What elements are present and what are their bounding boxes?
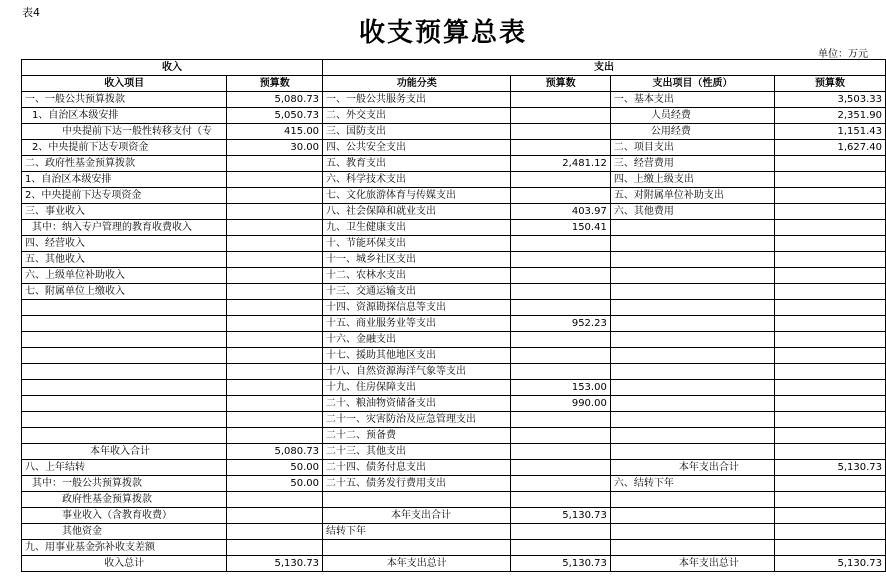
income-budget-cell — [227, 412, 323, 428]
function-class-cell: 三、国防支出 — [323, 124, 511, 140]
income-budget-cell — [227, 300, 323, 316]
table-row — [22, 460, 886, 476]
income-item-cell — [22, 380, 227, 396]
table-row — [22, 524, 886, 540]
function-budget-cell — [511, 444, 610, 460]
expense-item-header: 支出项目（性质） — [610, 76, 774, 92]
income-item-cell: 本年收入合计 — [22, 444, 227, 460]
expense-header: 支出 — [323, 60, 886, 76]
expense-item-cell: 人员经费 — [610, 108, 774, 124]
income-budget-cell — [227, 364, 323, 380]
expense-budget-cell — [775, 236, 886, 252]
income-budget-cell — [227, 156, 323, 172]
income-item-cell — [22, 396, 227, 412]
expense-item-cell — [610, 236, 774, 252]
expense-budget-cell — [775, 444, 886, 460]
expense-item-cell: 四、上缴上级支出 — [610, 172, 774, 188]
expense-item-cell — [610, 444, 774, 460]
income-budget-cell: 5,080.73 — [227, 444, 323, 460]
income-item-cell — [22, 412, 227, 428]
expense-budget-cell — [775, 156, 886, 172]
expense-budget-cell — [775, 220, 886, 236]
function-class-cell: 本年支出总计 — [323, 556, 511, 572]
function-budget-cell — [511, 172, 610, 188]
function-class-header: 功能分类 — [323, 76, 511, 92]
function-class-cell: 七、文化旅游体育与传媒支出 — [323, 188, 511, 204]
income-budget-cell — [227, 188, 323, 204]
function-budget-cell: 952.23 — [511, 316, 610, 332]
expense-item-cell — [610, 508, 774, 524]
function-budget-cell — [511, 492, 610, 508]
function-budget-cell — [511, 252, 610, 268]
expense-budget-cell: 1,151.43 — [775, 124, 886, 140]
function-budget-cell — [511, 476, 610, 492]
income-budget-cell — [227, 332, 323, 348]
income-budget-cell: 5,050.73 — [227, 108, 323, 124]
table-row — [22, 140, 886, 156]
expense-item-cell: 五、对附属单位补助支出 — [610, 188, 774, 204]
function-budget-cell: 150.41 — [511, 220, 610, 236]
expense-budget-cell — [775, 364, 886, 380]
function-budget-cell: 5,130.73 — [511, 556, 610, 572]
income-item-cell: 四、经营收入 — [22, 236, 227, 252]
function-class-cell: 一、一般公共服务支出 — [323, 92, 511, 108]
table-row — [22, 428, 886, 444]
expense-item-cell — [610, 252, 774, 268]
function-budget-cell — [511, 348, 610, 364]
function-class-cell: 二十一、灾害防治及应急管理支出 — [323, 412, 511, 428]
page-title: 收支预算总表 — [358, 18, 527, 48]
function-budget-cell — [511, 332, 610, 348]
income-item-cell: 其中：一般公共预算拨款 — [22, 476, 227, 492]
function-budget-cell — [511, 188, 610, 204]
income-budget-cell — [227, 284, 323, 300]
income-budget-cell — [227, 540, 323, 556]
income-budget-cell — [227, 316, 323, 332]
table-row — [22, 508, 886, 524]
income-item-cell: 其他资金 — [22, 524, 227, 540]
function-budget-cell — [511, 428, 610, 444]
table-row — [22, 444, 886, 460]
expense-item-cell: 三、经营费用 — [610, 156, 774, 172]
function-class-cell: 十五、商业服务业等支出 — [323, 316, 511, 332]
function-budget-cell: 2,481.12 — [511, 156, 610, 172]
income-item-cell: 九、用事业基金弥补收支差额 — [22, 540, 227, 556]
table-row — [22, 124, 886, 140]
expense-budget-cell — [775, 188, 886, 204]
expense-item-cell — [610, 540, 774, 556]
expense-item-cell — [610, 396, 774, 412]
income-item-cell — [22, 316, 227, 332]
income-budget-header: 预算数 — [227, 76, 323, 92]
function-class-cell: 九、卫生健康支出 — [323, 220, 511, 236]
income-item-cell — [22, 364, 227, 380]
expense-budget-cell: 1,627.40 — [775, 140, 886, 156]
income-item-cell: 六、上级单位补助收入 — [22, 268, 227, 284]
function-class-cell: 二十二、预备费 — [323, 428, 511, 444]
function-class-cell — [323, 540, 511, 556]
expense-budget-cell — [775, 492, 886, 508]
expense-item-cell — [610, 492, 774, 508]
income-item-cell: 政府性基金预算拨款 — [22, 492, 227, 508]
function-class-cell: 二十、粮油物资储备支出 — [323, 396, 511, 412]
function-class-cell: 二十三、其他支出 — [323, 444, 511, 460]
function-budget-cell — [511, 412, 610, 428]
table-row — [22, 380, 886, 396]
function-class-cell: 八、社会保障和就业支出 — [323, 204, 511, 220]
table-row — [22, 236, 886, 252]
expense-budget-cell: 5,130.73 — [775, 460, 886, 476]
table-row — [22, 348, 886, 364]
function-budget-cell: 5,130.73 — [511, 508, 610, 524]
table-row — [22, 172, 886, 188]
function-class-cell: 四、公共安全支出 — [323, 140, 511, 156]
income-budget-cell — [227, 236, 323, 252]
table-row — [22, 316, 886, 332]
income-budget-cell — [227, 220, 323, 236]
table-row — [22, 492, 886, 508]
function-budget-cell: 990.00 — [511, 396, 610, 412]
expense-item-cell — [610, 364, 774, 380]
income-item-cell: 收入总计 — [22, 556, 227, 572]
table-row — [22, 476, 886, 492]
function-class-cell: 二十四、债务付息支出 — [323, 460, 511, 476]
income-item-cell: 一、一般公共预算拨款 — [22, 92, 227, 108]
table-row — [22, 252, 886, 268]
expense-budget-cell: 3,503.33 — [775, 92, 886, 108]
expense-budget-cell: 2,351.90 — [775, 108, 886, 124]
table-row — [22, 204, 886, 220]
expense-budget-cell — [775, 476, 886, 492]
table-row — [22, 540, 886, 556]
expense-budget-cell: 5,130.73 — [775, 556, 886, 572]
table-row — [22, 220, 886, 236]
function-budget-cell — [511, 140, 610, 156]
function-budget-cell: 153.00 — [511, 380, 610, 396]
table-row — [22, 92, 886, 108]
function-budget-cell — [511, 300, 610, 316]
function-budget-cell — [511, 364, 610, 380]
expense-item-cell — [610, 348, 774, 364]
table-row — [22, 412, 886, 428]
income-item-cell: 2、中央提前下达专项资金 — [22, 188, 227, 204]
expense-budget-cell — [775, 412, 886, 428]
table-row — [22, 188, 886, 204]
income-budget-cell — [227, 380, 323, 396]
function-class-cell: 五、教育支出 — [323, 156, 511, 172]
table-row — [22, 396, 886, 412]
income-item-header: 收入项目 — [22, 76, 227, 92]
function-budget-cell — [511, 92, 610, 108]
function-class-cell: 十九、住房保障支出 — [323, 380, 511, 396]
function-budget-cell — [511, 540, 610, 556]
expense-item-cell: 本年支出总计 — [610, 556, 774, 572]
income-budget-cell — [227, 172, 323, 188]
expense-budget-cell — [775, 428, 886, 444]
expense-item-cell: 一、基本支出 — [610, 92, 774, 108]
table-row — [22, 284, 886, 300]
income-budget-cell: 5,130.73 — [227, 556, 323, 572]
expense-item-cell — [610, 300, 774, 316]
income-item-cell: 五、其他收入 — [22, 252, 227, 268]
expense-item-cell — [610, 220, 774, 236]
function-budget-cell — [511, 124, 610, 140]
function-class-cell: 十七、援助其他地区支出 — [323, 348, 511, 364]
income-budget-cell: 50.00 — [227, 460, 323, 476]
expense-budget-cell — [775, 348, 886, 364]
unit-label: 单位：万元 — [818, 49, 868, 60]
expense-item-cell — [610, 524, 774, 540]
income-budget-cell — [227, 492, 323, 508]
function-budget-cell — [511, 268, 610, 284]
function-budget-cell: 403.97 — [511, 204, 610, 220]
income-item-cell — [22, 332, 227, 348]
income-item-cell: 七、附属单位上缴收入 — [22, 284, 227, 300]
table-row — [22, 108, 886, 124]
function-class-cell: 本年支出合计 — [323, 508, 511, 524]
table-row — [22, 332, 886, 348]
expense-budget-cell — [775, 396, 886, 412]
table-number: 表4 — [22, 6, 40, 19]
function-budget-cell — [511, 236, 610, 252]
function-class-cell: 十八、自然资源海洋气象等支出 — [323, 364, 511, 380]
function-class-cell — [323, 492, 511, 508]
income-item-cell: 八、上年结转 — [22, 460, 227, 476]
income-budget-cell: 30.00 — [227, 140, 323, 156]
expense-budget-cell — [775, 524, 886, 540]
income-item-cell: 1、自治区本级安排 — [22, 172, 227, 188]
function-class-cell: 十六、金融支出 — [323, 332, 511, 348]
expense-item-cell — [610, 284, 774, 300]
income-item-cell — [22, 300, 227, 316]
function-budget-cell — [511, 460, 610, 476]
expense-budget-cell — [775, 316, 886, 332]
expense-item-cell: 六、结转下年 — [610, 476, 774, 492]
function-class-cell: 二、外交支出 — [323, 108, 511, 124]
income-item-cell: 中央提前下达一般性转移支付（专 — [22, 124, 227, 140]
income-item-cell — [22, 348, 227, 364]
expense-budget-cell — [775, 284, 886, 300]
income-item-cell: 其中：纳入专户管理的教育收费收入 — [22, 220, 227, 236]
expense-budget-cell — [775, 252, 886, 268]
function-budget-header: 预算数 — [511, 76, 610, 92]
function-class-cell: 十二、农林水支出 — [323, 268, 511, 284]
expense-budget-header: 预算数 — [775, 76, 886, 92]
expense-item-cell: 六、其他费用 — [610, 204, 774, 220]
function-class-cell: 结转下年 — [323, 524, 511, 540]
income-header: 收入 — [22, 60, 323, 76]
income-item-cell: 2、中央提前下达专项资金 — [22, 140, 227, 156]
income-budget-cell: 50.00 — [227, 476, 323, 492]
expense-item-cell — [610, 332, 774, 348]
income-budget-cell — [227, 428, 323, 444]
expense-budget-cell — [775, 172, 886, 188]
expense-item-cell — [610, 268, 774, 284]
income-budget-cell — [227, 508, 323, 524]
function-budget-cell — [511, 108, 610, 124]
income-item-cell: 二、政府性基金预算拨款 — [22, 156, 227, 172]
table-row — [22, 300, 886, 316]
income-budget-cell — [227, 204, 323, 220]
expense-budget-cell — [775, 540, 886, 556]
income-budget-cell: 415.00 — [227, 124, 323, 140]
income-item-cell: 1、自治区本级安排 — [22, 108, 227, 124]
function-budget-cell — [511, 524, 610, 540]
expense-item-cell — [610, 316, 774, 332]
expense-budget-cell — [775, 508, 886, 524]
table-row — [22, 556, 886, 572]
expense-item-cell — [610, 428, 774, 444]
income-budget-cell — [227, 252, 323, 268]
function-class-cell: 十四、资源勘探信息等支出 — [323, 300, 511, 316]
expense-budget-cell — [775, 332, 886, 348]
expense-item-cell — [610, 412, 774, 428]
table-row — [22, 364, 886, 380]
income-item-cell — [22, 428, 227, 444]
income-budget-cell: 5,080.73 — [227, 92, 323, 108]
budget-table — [21, 59, 886, 572]
income-budget-cell — [227, 396, 323, 412]
expense-budget-cell — [775, 268, 886, 284]
income-item-cell: 事业收入（含教育收费） — [22, 508, 227, 524]
function-class-cell: 十三、交通运输支出 — [323, 284, 511, 300]
expense-item-cell: 二、项目支出 — [610, 140, 774, 156]
function-class-cell: 十一、城乡社区支出 — [323, 252, 511, 268]
function-class-cell: 十、节能环保支出 — [323, 236, 511, 252]
expense-item-cell — [610, 380, 774, 396]
expense-item-cell: 本年支出合计 — [610, 460, 774, 476]
function-class-cell: 六、科学技术支出 — [323, 172, 511, 188]
table-row — [22, 156, 886, 172]
expense-item-cell: 公用经费 — [610, 124, 774, 140]
income-budget-cell — [227, 348, 323, 364]
income-budget-cell — [227, 524, 323, 540]
expense-budget-cell — [775, 204, 886, 220]
income-budget-cell — [227, 268, 323, 284]
expense-budget-cell — [775, 380, 886, 396]
function-budget-cell — [511, 284, 610, 300]
expense-budget-cell — [775, 300, 886, 316]
function-class-cell: 二十五、债务发行费用支出 — [323, 476, 511, 492]
income-item-cell: 三、事业收入 — [22, 204, 227, 220]
table-row — [22, 268, 886, 284]
